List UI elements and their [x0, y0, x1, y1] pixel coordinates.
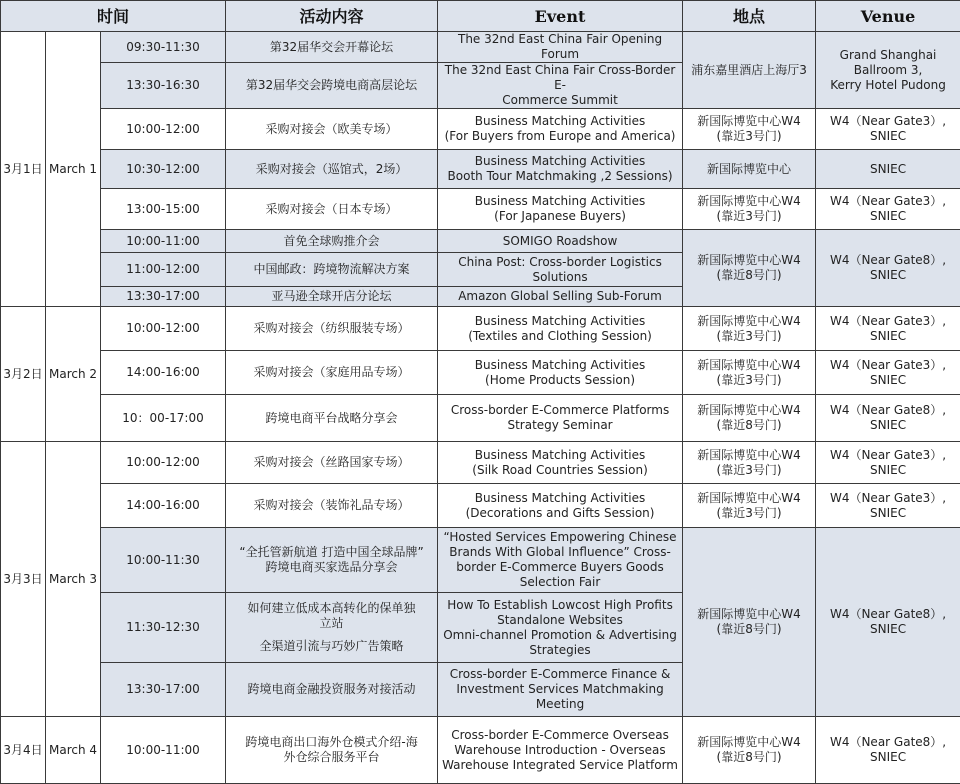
text-line: 第32届华交会跨境电商高层论坛 — [228, 78, 435, 93]
activity-cn-cell — [226, 593, 438, 663]
venue-cell — [816, 150, 960, 189]
location-cn-cell — [683, 442, 816, 484]
text-line: (靠近8号门) — [685, 268, 813, 283]
time-cell: 09:30-11:30 — [101, 32, 226, 63]
text-line: 跨境电商金融投资服务对接活动 — [228, 682, 435, 697]
text-line: W4（Near Gate3）, — [818, 194, 958, 209]
text-line: The 32nd East China Fair Cross-Border E- — [440, 63, 680, 93]
location-cn-cell — [683, 150, 816, 189]
text-line: W4（Near Gate8）, — [818, 607, 958, 622]
location-cn-cell — [683, 230, 816, 307]
header-content-cn: 活动内容 — [226, 1, 438, 32]
venue-cell — [816, 442, 960, 484]
header-venue: Venue — [816, 1, 960, 32]
text-line: 中国邮政：跨境物流解决方案 — [228, 262, 435, 277]
text-line: W4（Near Gate8）, — [818, 253, 958, 268]
text-line: 采购对接会（巡馆式，2场） — [228, 162, 435, 177]
location-cn-cell — [683, 484, 816, 528]
location-cn-cell — [683, 109, 816, 150]
text-line: 新国际博览中心 — [685, 162, 813, 177]
text-line: SNIEC — [818, 329, 958, 344]
time-cell: 11:00-12:00 — [101, 253, 226, 287]
text-line: 采购对接会（纺织服装专场） — [228, 321, 435, 336]
text-line: Warehouse Introduction - Overseas — [440, 743, 680, 758]
text-line: Grand Shanghai — [818, 48, 958, 63]
venue-cell — [816, 32, 960, 109]
venue-cell — [816, 189, 960, 230]
date-cn: 3月4日 — [1, 717, 46, 784]
text-line: China Post: Cross-border Logistics — [440, 255, 680, 270]
text-line: Amazon Global Selling Sub-Forum — [440, 289, 680, 304]
text-line: 新国际博览中心W4 — [685, 114, 813, 129]
text-line: Business Matching Activities — [440, 448, 680, 463]
venue-cell — [816, 109, 960, 150]
text-line: 新国际博览中心W4 — [685, 358, 813, 373]
event-en-cell — [438, 150, 683, 189]
text-line: Meeting — [440, 697, 680, 712]
text-line: 跨境电商平台战略分享会 — [228, 411, 435, 426]
text-line: (Home Products Session) — [440, 373, 680, 388]
text-line: 外仓综合服务平台 — [228, 750, 435, 765]
text-line: 采购对接会（欧美专场） — [228, 122, 435, 137]
text-line: Business Matching Activities — [440, 194, 680, 209]
time-cell: 13:30-17:00 — [101, 287, 226, 307]
header-event: Event — [438, 1, 683, 32]
text-line: 采购对接会（装饰礼品专场） — [228, 498, 435, 513]
text-line: SNIEC — [818, 268, 958, 283]
text-line: Business Matching Activities — [440, 491, 680, 506]
event-en-cell — [438, 351, 683, 395]
schedule-row — [1, 484, 960, 528]
text-line: Solutions — [440, 270, 680, 285]
text-line: border E-Commerce Buyers Goods — [440, 560, 680, 575]
text-line: Warehouse Integrated Service Platform — [440, 758, 680, 773]
header-time: 时间 — [1, 1, 226, 32]
schedule-row — [1, 442, 960, 484]
text-line: (靠近3号门) — [685, 373, 813, 388]
text-line — [228, 631, 435, 639]
activity-cn-cell — [226, 717, 438, 784]
location-cn-cell — [683, 307, 816, 351]
text-line: 新国际博览中心W4 — [685, 403, 813, 418]
time-cell: 10：00-17:00 — [101, 395, 226, 442]
time-cell: 10:30-12:00 — [101, 150, 226, 189]
text-line: 首免全球购推介会 — [228, 234, 435, 249]
text-line: 亚马逊全球开店分论坛 — [228, 289, 435, 304]
time-cell: 13:30-17:00 — [101, 663, 226, 717]
event-en-cell — [438, 442, 683, 484]
text-line: 如何建立低成本高转化的保单独 — [228, 601, 435, 616]
text-line: (靠近3号门) — [685, 329, 813, 344]
text-line: 新国际博览中心W4 — [685, 735, 813, 750]
schedule-row — [1, 528, 960, 593]
text-line: Business Matching Activities — [440, 114, 680, 129]
text-line: The 32nd East China Fair Opening Forum — [440, 32, 680, 62]
text-line: (Decorations and Gifts Session) — [440, 506, 680, 521]
text-line: 新国际博览中心W4 — [685, 194, 813, 209]
activity-cn-cell — [226, 484, 438, 528]
text-line: Cross-border E-Commerce Finance & — [440, 667, 680, 682]
activity-cn-cell — [226, 32, 438, 63]
text-line: SNIEC — [818, 463, 958, 478]
time-cell: 10:00-12:00 — [101, 442, 226, 484]
text-line: W4（Near Gate3）, — [818, 114, 958, 129]
activity-cn-cell — [226, 395, 438, 442]
event-en-cell — [438, 593, 683, 663]
activity-cn-cell — [226, 253, 438, 287]
activity-cn-cell — [226, 351, 438, 395]
venue-cell — [816, 484, 960, 528]
time-cell: 13:30-16:30 — [101, 63, 226, 109]
text-line: Cross-border E-Commerce Platforms — [440, 403, 680, 418]
text-line: SNIEC — [818, 750, 958, 765]
time-cell: 11:30-12:30 — [101, 593, 226, 663]
text-line: W4（Near Gate8）, — [818, 403, 958, 418]
text-line: 第32届华交会开幕论坛 — [228, 40, 435, 55]
text-line: Cross-border E-Commerce Overseas — [440, 728, 680, 743]
text-line: SNIEC — [818, 506, 958, 521]
text-line: Business Matching Activities — [440, 314, 680, 329]
event-en-cell — [438, 63, 683, 109]
schedule-row — [1, 395, 960, 442]
text-line: (靠近3号门) — [685, 209, 813, 224]
location-cn-cell — [683, 189, 816, 230]
activity-cn-cell — [226, 150, 438, 189]
venue-cell — [816, 395, 960, 442]
text-line: W4（Near Gate3）, — [818, 448, 958, 463]
header-row — [1, 1, 960, 32]
activity-cn-cell — [226, 109, 438, 150]
time-cell: 14:00-16:00 — [101, 484, 226, 528]
text-line: W4（Near Gate3）, — [818, 314, 958, 329]
schedule-body — [1, 32, 960, 784]
text-line: SNIEC — [818, 373, 958, 388]
text-line: 立站 — [228, 616, 435, 631]
text-line: (靠近3号门) — [685, 463, 813, 478]
event-en-cell — [438, 395, 683, 442]
time-cell: 10:00-11:00 — [101, 717, 226, 784]
text-line: (靠近8号门) — [685, 418, 813, 433]
text-line: Commerce Summit — [440, 93, 680, 108]
schedule-row — [1, 230, 960, 253]
text-line: 跨境电商买家选品分享会 — [228, 560, 435, 575]
activity-cn-cell — [226, 287, 438, 307]
text-line: (靠近3号门) — [685, 506, 813, 521]
text-line: How To Establish Lowcost High Profits — [440, 598, 680, 613]
event-en-cell — [438, 253, 683, 287]
text-line: 新国际博览中心W4 — [685, 607, 813, 622]
event-en-cell — [438, 32, 683, 63]
text-line: SNIEC — [818, 129, 958, 144]
text-line: 采购对接会（丝路国家专场） — [228, 455, 435, 470]
date-cn: 3月3日 — [1, 442, 46, 717]
venue-cell — [816, 717, 960, 784]
schedule-row — [1, 109, 960, 150]
activity-cn-cell — [226, 63, 438, 109]
event-en-cell — [438, 189, 683, 230]
text-line: W4（Near Gate3）, — [818, 491, 958, 506]
event-en-cell — [438, 287, 683, 307]
venue-cell — [816, 351, 960, 395]
text-line: 采购对接会（日本专场） — [228, 202, 435, 217]
venue-cell — [816, 307, 960, 351]
time-cell: 10:00-11:00 — [101, 230, 226, 253]
text-line: 采购对接会（家庭用品专场） — [228, 365, 435, 380]
date-en: March 1 — [46, 32, 101, 307]
schedule-row — [1, 351, 960, 395]
schedule-row — [1, 717, 960, 784]
date-cn: 3月2日 — [1, 307, 46, 442]
text-line: (For Buyers from Europe and America) — [440, 129, 680, 144]
schedule-row — [1, 32, 960, 63]
event-en-cell — [438, 484, 683, 528]
text-line: Business Matching Activities — [440, 358, 680, 373]
text-line: 浦东嘉里酒店上海厅3 — [685, 63, 813, 78]
text-line: SNIEC — [818, 209, 958, 224]
location-cn-cell — [683, 717, 816, 784]
schedule-row — [1, 189, 960, 230]
text-line: 全渠道引流与巧妙广告策略 — [228, 639, 435, 654]
text-line: (Silk Road Countries Session) — [440, 463, 680, 478]
location-cn-cell — [683, 32, 816, 109]
text-line: SNIEC — [818, 418, 958, 433]
date-cn: 3月1日 — [1, 32, 46, 307]
text-line: (靠近8号门) — [685, 622, 813, 637]
text-line: Booth Tour Matchmaking ,2 Sessions) — [440, 169, 680, 184]
text-line: 新国际博览中心W4 — [685, 491, 813, 506]
text-line: 新国际博览中心W4 — [685, 314, 813, 329]
time-cell: 14:00-16:00 — [101, 351, 226, 395]
time-cell: 10:00-12:00 — [101, 109, 226, 150]
text-line: (For Japanese Buyers) — [440, 209, 680, 224]
text-line: Business Matching Activities — [440, 154, 680, 169]
activity-cn-cell — [226, 189, 438, 230]
text-line: SNIEC — [818, 162, 958, 177]
text-line: Kerry Hotel Pudong — [818, 78, 958, 93]
date-en: March 3 — [46, 442, 101, 717]
text-line: Standalone Websites — [440, 613, 680, 628]
date-en: March 4 — [46, 717, 101, 784]
event-en-cell — [438, 307, 683, 351]
text-line: Selection Fair — [440, 575, 680, 590]
text-line: W4（Near Gate8）, — [818, 735, 958, 750]
text-line: 新国际博览中心W4 — [685, 253, 813, 268]
event-en-cell — [438, 528, 683, 593]
venue-cell — [816, 528, 960, 717]
activity-cn-cell — [226, 528, 438, 593]
time-cell: 10:00-11:30 — [101, 528, 226, 593]
schedule-row — [1, 150, 960, 189]
text-line: Strategy Seminar — [440, 418, 680, 433]
venue-cell — [816, 230, 960, 307]
time-cell: 10:00-12:00 — [101, 307, 226, 351]
activity-cn-cell — [226, 663, 438, 717]
text-line: Ballroom 3, — [818, 63, 958, 78]
date-en: March 2 — [46, 307, 101, 442]
text-line: W4（Near Gate3）, — [818, 358, 958, 373]
event-en-cell — [438, 109, 683, 150]
text-line: (靠近8号门) — [685, 750, 813, 765]
text-line: (Textiles and Clothing Session) — [440, 329, 680, 344]
text-line: “Hosted Services Empowering Chinese — [440, 530, 680, 545]
time-cell: 13:00-15:00 — [101, 189, 226, 230]
text-line: 新国际博览中心W4 — [685, 448, 813, 463]
text-line: “全托管新航道 打造中国全球品牌” — [228, 545, 435, 560]
text-line: (靠近3号门) — [685, 129, 813, 144]
text-line: 跨境电商出口海外仓模式介绍-海 — [228, 735, 435, 750]
location-cn-cell — [683, 528, 816, 717]
activity-cn-cell — [226, 230, 438, 253]
text-line: SNIEC — [818, 622, 958, 637]
text-line: Investment Services Matchmaking — [440, 682, 680, 697]
text-line: SOMIGO Roadshow — [440, 234, 680, 249]
text-line: Omni-channel Promotion & Advertising — [440, 628, 680, 643]
activity-cn-cell — [226, 307, 438, 351]
location-cn-cell — [683, 351, 816, 395]
event-en-cell — [438, 663, 683, 717]
text-line: Brands With Global Influence” Cross- — [440, 545, 680, 560]
schedule-row — [1, 307, 960, 351]
header-location-cn: 地点 — [683, 1, 816, 32]
event-en-cell — [438, 230, 683, 253]
activity-cn-cell — [226, 442, 438, 484]
location-cn-cell — [683, 395, 816, 442]
event-en-cell — [438, 717, 683, 784]
text-line: Strategies — [440, 643, 680, 658]
